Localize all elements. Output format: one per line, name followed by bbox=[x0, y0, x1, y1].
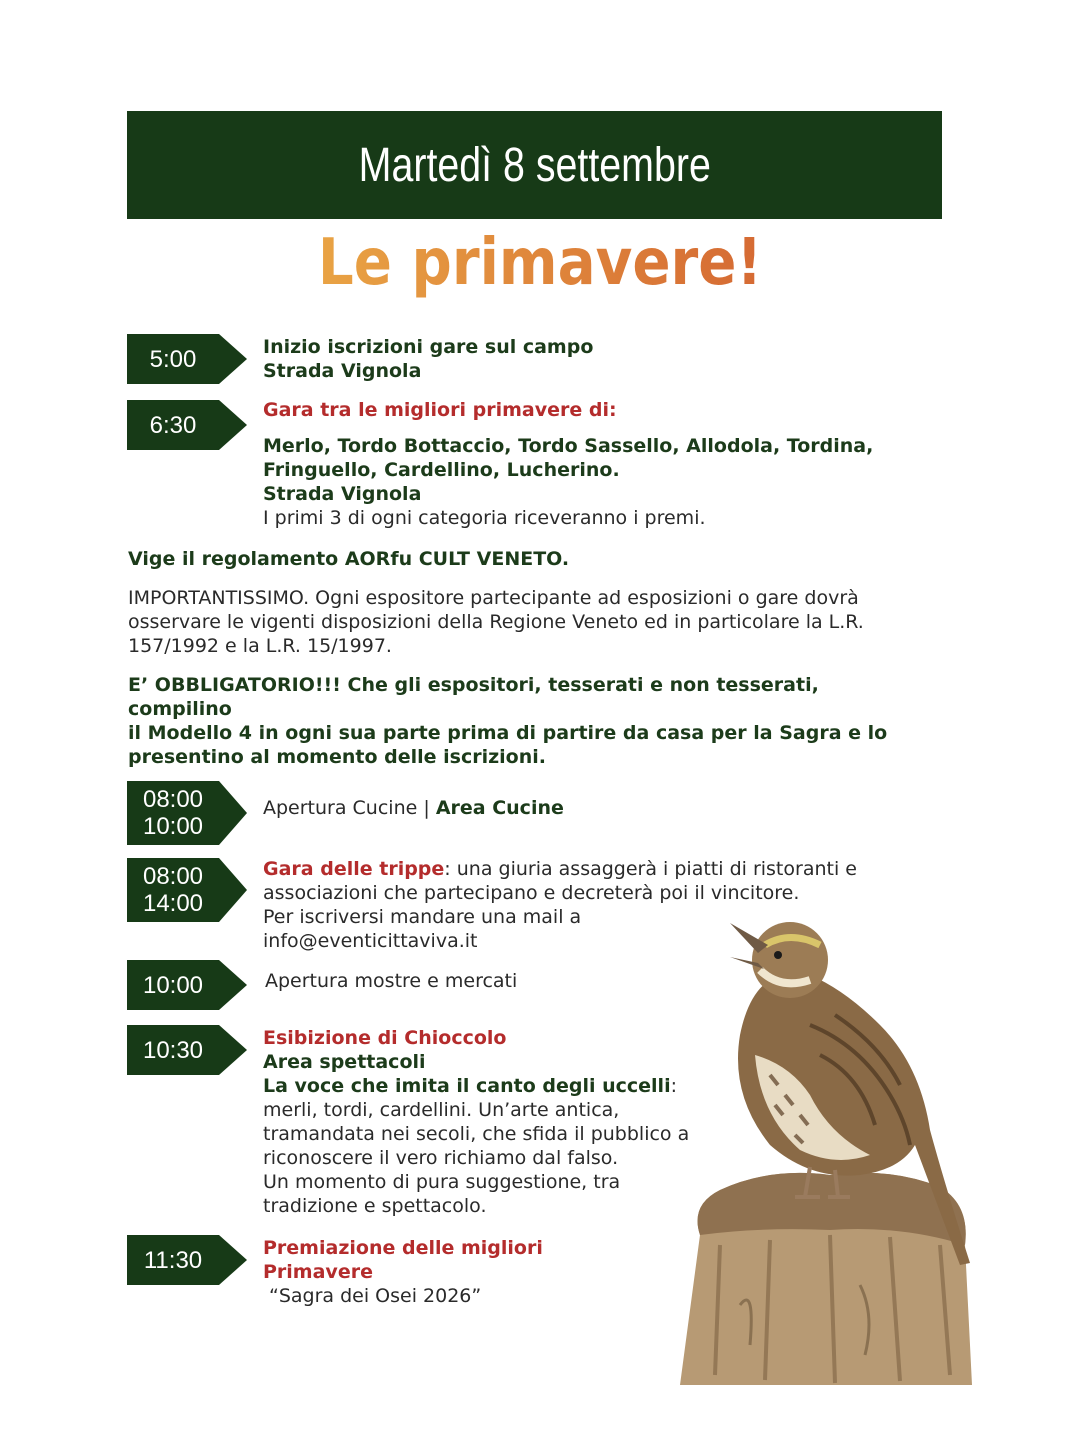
obbligatorio-notice bbox=[128, 673, 928, 769]
item-text: Un momento di pura suggestione, tra bbox=[263, 1171, 621, 1193]
item-text: riconoscere il vero richiamo dal falso. bbox=[263, 1147, 619, 1169]
time-badge bbox=[127, 1235, 247, 1285]
time-label: 10:00 bbox=[142, 971, 204, 999]
item-heading: Premiazione delle migliori bbox=[263, 1237, 543, 1259]
item-heading: Gara tra le migliori primavere di: bbox=[263, 399, 617, 421]
item-heading: Gara delle trippe bbox=[263, 858, 445, 880]
page-title: Le primavere! bbox=[317, 226, 763, 300]
item-text: associazioni che partecipano e decreterà poi il vincitore. bbox=[263, 882, 800, 904]
time-label: 10:30 bbox=[142, 1036, 204, 1064]
email-address: info@eventicittaviva.it bbox=[263, 930, 478, 952]
bird-list-line: Fringuello, Cardellino, Lucherino. bbox=[263, 459, 620, 481]
item-text: Per iscriversi mandare una mail a bbox=[263, 906, 582, 928]
notice-line: presentino al momento delle iscrizioni. bbox=[128, 746, 546, 768]
notice-line: E’ OBBLIGATORIO!!! Che gli espositori, tesserati e non tesserati, compilino bbox=[128, 674, 819, 720]
item-text: tradizione e spettacolo. bbox=[263, 1195, 487, 1217]
separator: | bbox=[423, 797, 430, 819]
item-title: Apertura mostre e mercati bbox=[265, 970, 518, 992]
item-area: Area Cucine bbox=[435, 797, 564, 819]
time-label: 08:00 10:00 bbox=[142, 786, 204, 840]
schedule-item bbox=[263, 796, 564, 820]
schedule-item bbox=[265, 969, 517, 993]
item-note: I primi 3 di ogni categoria riceveranno i premi. bbox=[263, 507, 706, 529]
time-label: 6:30 bbox=[149, 411, 197, 439]
time-badge bbox=[127, 1025, 247, 1075]
notice-line: 157/1992 e la L.R. 15/1997. bbox=[128, 635, 392, 657]
item-text: : una giuria assaggerà i piatti di ristoranti e bbox=[444, 858, 857, 880]
item-heading: Esibizione di Chioccolo bbox=[263, 1027, 507, 1049]
item-subheading: La voce che imita il canto degli uccelli bbox=[263, 1075, 671, 1097]
time-label: 11:30 bbox=[143, 1246, 203, 1274]
date-banner bbox=[127, 111, 942, 219]
item-area: Area spettacoli bbox=[263, 1051, 426, 1073]
time-badge bbox=[127, 334, 247, 384]
schedule-item bbox=[263, 398, 873, 530]
time-badge bbox=[127, 400, 247, 450]
item-title: Apertura Cucine bbox=[263, 797, 418, 819]
bird-list-line: Merlo, Tordo Bottaccio, Tordo Sassello, Allodola, Tordina, bbox=[263, 435, 874, 457]
item-title: Inizio iscrizioni gare sul campo bbox=[263, 336, 594, 358]
schedule-item bbox=[263, 335, 593, 383]
item-heading: Primavere bbox=[263, 1261, 373, 1283]
time-badge bbox=[127, 858, 247, 922]
time-badge bbox=[127, 960, 247, 1010]
item-text: merli, tordi, cardellini. Un’arte antica, bbox=[263, 1099, 620, 1121]
time-badge bbox=[127, 781, 247, 845]
date-banner-text: Martedì 8 settembre bbox=[358, 138, 711, 192]
item-place: Strada Vignola bbox=[263, 360, 422, 382]
item-subtitle: “Sagra dei Osei 2026” bbox=[269, 1285, 482, 1307]
time-label: 08:00 14:00 bbox=[142, 863, 204, 917]
notice-line: IMPORTANTISSIMO. Ogni espositore partecipante ad esposizioni o gare dovrà bbox=[128, 587, 859, 609]
notice-line: il Modello 4 in ogni sua parte prima di partire da casa per la Sagra e lo bbox=[128, 722, 888, 744]
schedule-item bbox=[263, 1236, 543, 1308]
regolamento-text: Vige il regolamento AORfu CULT VENETO. bbox=[128, 548, 570, 570]
notice-line: osservare le vigenti disposizioni della Regione Veneto ed in particolare la L.R. bbox=[128, 611, 864, 633]
time-label: 5:00 bbox=[149, 345, 197, 373]
important-notice bbox=[128, 586, 928, 658]
schedule-item: Esibizione di Chioccolo Area spettacoli La voce che imita il canto degli uccelli: merli, tordi, cardellini. Un’arte antica, tramandata nei secoli, che sfida il pubblico a riconoscere il vero richiamo dal falso. Un momento di pura suggestione, tra tradizione e spettacolo. bbox=[263, 1027, 690, 1217]
bird-on-post-image bbox=[660, 905, 1000, 1390]
item-place: Strada Vignola bbox=[263, 483, 422, 505]
item-text: tramandata nei secoli, che sfida il pubblico a bbox=[263, 1123, 690, 1145]
